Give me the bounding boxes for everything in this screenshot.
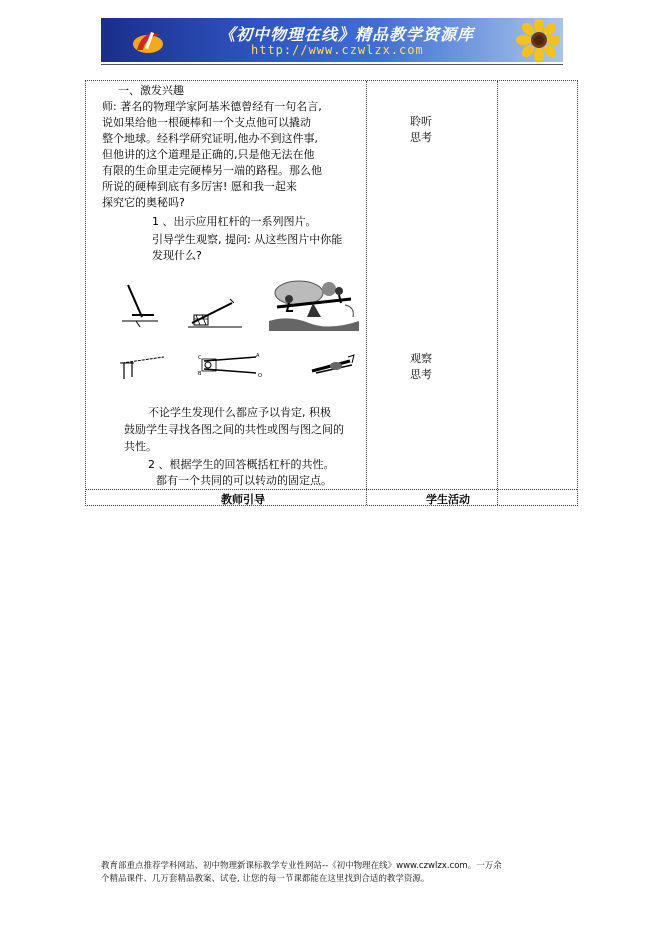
column-divider-2 — [497, 81, 498, 505]
site-url[interactable]: http://www.czwlzx.com — [251, 43, 424, 57]
affirm-line-3: 共性。 — [124, 440, 157, 453]
activity-text: 思考 — [410, 131, 432, 144]
conclusion: 都有一个共同的可以转动的固定点。 — [156, 474, 332, 487]
intro-line: 说如果给他一根硬棒和一个支点他可以撬动 — [102, 116, 311, 129]
svg-text:O: O — [258, 373, 262, 379]
svg-text:C: C — [198, 355, 202, 361]
intro-line: 但他讲的这个道理是正确的,只是他无法在他 — [102, 148, 315, 161]
step-1: 1 、出示应用杠杆的一系列图片。 — [152, 215, 317, 228]
activity-text: 思考 — [410, 368, 432, 381]
scissors-figure — [196, 351, 262, 385]
pry-bar-figure — [186, 293, 244, 331]
intro-line: 师: 著名的物理学家阿基米德曾经有一句名言, — [102, 100, 322, 113]
student-activity-1 — [410, 114, 432, 146]
intro-line: 有限的生命里走完硬棒另一端的路程。那么他 — [102, 164, 322, 177]
affirm-line-2: 鼓励学生寻找各图之间的共性或图与图之间的 — [124, 423, 344, 436]
header-banner — [101, 18, 563, 62]
guide-line-2: 发现什么? — [152, 249, 202, 262]
intro-line: 整个地球。经科学研究证明,他办不到这件事, — [102, 132, 318, 145]
column-label-student: 学生活动 — [426, 493, 470, 506]
student-activity-2 — [410, 351, 432, 383]
nutcracker-figure — [310, 351, 358, 379]
intro-line: 探究它的奥秘吗? — [102, 196, 185, 209]
activity-text: 聆听 — [410, 115, 432, 128]
logo-icon — [131, 26, 165, 56]
footer-line-1: 教育部重点推荐学科网站、初中物理新课标教学专业性网站--《初中物理在线》www.czwlzx.com。一万余 — [101, 861, 502, 871]
svg-text:B: B — [198, 371, 202, 377]
guide-line-1: 引导学生观察, 提问: 从这些图片中你能 — [152, 233, 343, 246]
site-title: 《初中物理在线》精品教学资源库 — [219, 25, 475, 44]
pickaxe-figure — [114, 281, 162, 329]
page-footer — [101, 860, 581, 886]
svg-text:A: A — [256, 353, 260, 359]
column-divider-1 — [366, 81, 367, 505]
balance-figure — [118, 349, 168, 381]
affirm-line-1: 不论学生发现什么都应予以肯定, 积极 — [148, 406, 331, 419]
footer-line-2: 个精品课件、几万套精品教案、试卷, 让您的每一节课都能在这里找到合适的教学资源。 — [101, 874, 430, 884]
intro-line: 所说的硬棒到底有多厉害! 愿和我一起来 — [102, 180, 297, 193]
intro-paragraph — [102, 99, 364, 211]
section-title: 一、激发兴趣 — [118, 84, 184, 97]
seesaw-figure — [269, 277, 359, 331]
step-2: 2 、根据学生的回答概括杠杆的共性。 — [148, 458, 335, 471]
activity-text: 观察 — [410, 352, 432, 365]
footer-row-divider — [86, 489, 577, 490]
header-rule — [101, 64, 563, 65]
column-label-teacher: 教师引导 — [221, 493, 265, 506]
lesson-table — [85, 80, 578, 506]
sunflower-icon — [503, 19, 559, 61]
